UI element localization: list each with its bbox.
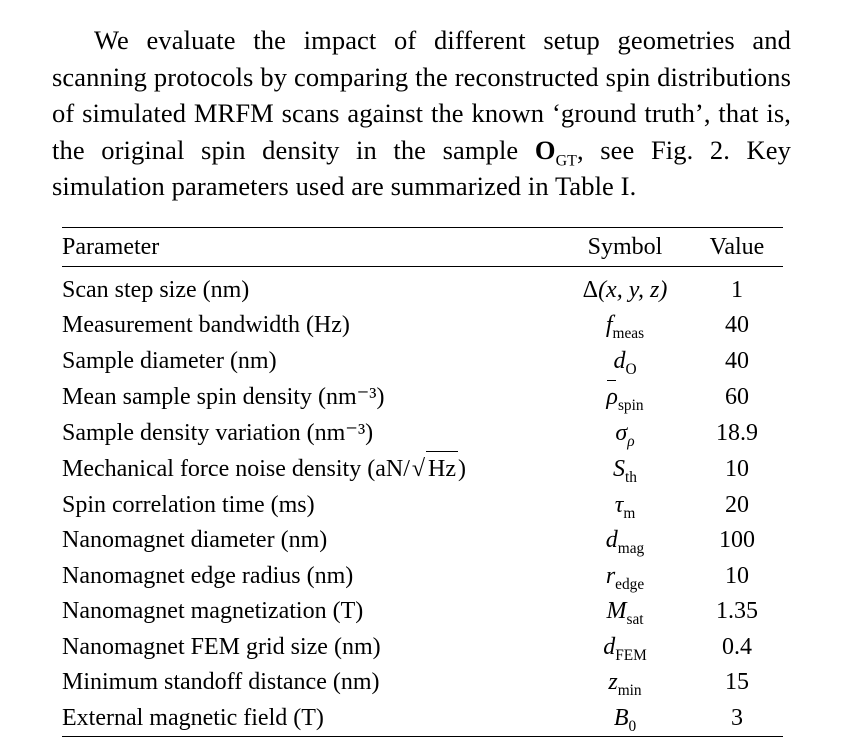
symbol-subscript: mag: [618, 540, 644, 557]
row-symbol: [559, 344, 691, 380]
row-symbol: [559, 701, 691, 737]
row-parameter: Spin correlation time (ms): [62, 488, 559, 524]
row-value: 3: [691, 701, 783, 737]
table-row: [62, 344, 783, 380]
table-row: [62, 559, 783, 595]
row-parameter: Nanomagnet diameter (nm): [62, 523, 559, 559]
symbol-subscript: edge: [615, 575, 644, 592]
row-symbol: [559, 594, 691, 630]
table-row: [62, 523, 783, 559]
symbol-subscript: sat: [626, 611, 643, 628]
header-parameter: Parameter: [62, 227, 559, 266]
header-symbol: Symbol: [559, 227, 691, 266]
row-value: 0.4: [691, 630, 783, 666]
row-parameter: Mechanical force noise density (aN/√ Hz): [62, 451, 559, 488]
paragraph-part-2: , see Fig. 2. Key simulation parameters used are summarized in Table I.: [52, 135, 791, 202]
symbol-subscript: O: [625, 360, 636, 377]
symbol-main: d: [613, 348, 625, 374]
bottomrule-cell-1: [62, 737, 559, 743]
row-symbol: [559, 488, 691, 524]
symbol-o-gt: O: [535, 135, 556, 165]
symbol-main: B: [614, 705, 629, 731]
symbol-main: Δ: [583, 277, 598, 303]
row-symbol: [559, 273, 691, 309]
row-parameter: Sample density variation (nm⁻³): [62, 416, 559, 452]
table-row: [62, 630, 783, 666]
row-symbol: [559, 630, 691, 666]
table-row: [62, 594, 783, 630]
row-value: 10: [691, 559, 783, 595]
row-value: 15: [691, 665, 783, 701]
table-bottomrule: [62, 737, 783, 743]
row-value: 100: [691, 523, 783, 559]
symbol-subscript: th: [625, 469, 637, 486]
row-parameter: Minimum standoff distance (nm): [62, 665, 559, 701]
symbol-main: σ: [615, 420, 627, 446]
row-parameter: Nanomagnet magnetization (T): [62, 594, 559, 630]
table-body: [62, 266, 783, 743]
row-parameter: Nanomagnet FEM grid size (nm): [62, 630, 559, 666]
table-header-row: [62, 227, 783, 266]
table-row: [62, 488, 783, 524]
row-symbol: [559, 379, 691, 416]
symbol-main: d: [603, 634, 615, 660]
row-parameter: Mean sample spin density (nm⁻³): [62, 379, 559, 416]
row-symbol: [559, 308, 691, 344]
symbol-main: τ: [615, 492, 624, 518]
symbol-subscript: meas: [613, 325, 645, 342]
row-parameter: Measurement bandwidth (Hz): [62, 308, 559, 344]
symbol-main: f: [606, 312, 613, 338]
row-symbol: [559, 416, 691, 452]
row-value: 40: [691, 344, 783, 380]
bottomrule-cell-3: [691, 737, 783, 743]
table-head: [62, 227, 783, 266]
bottomrule-cell-2: [559, 737, 691, 743]
row-symbol: [559, 451, 691, 488]
symbol-main: d: [606, 527, 618, 553]
row-value: 20: [691, 488, 783, 524]
table-row: [62, 379, 783, 416]
symbol-args: (x, y, z): [598, 277, 667, 303]
row-value: 1: [691, 273, 783, 309]
row-parameter: Nanomagnet edge radius (nm): [62, 559, 559, 595]
row-symbol: [559, 665, 691, 701]
symbol-main: S: [613, 456, 625, 482]
body-paragraph: [52, 22, 791, 205]
row-value: 18.9: [691, 416, 783, 452]
symbol-main: r: [606, 563, 615, 589]
paragraph-part-1: We evaluate the impact of different setup geometries and scanning protocols by comparing the reconstructed spin distributions of simulated MRFM scans against the known ‘ground truth’, that is, the original spin density in the sample: [52, 25, 791, 165]
symbol-subscript: m: [623, 504, 635, 521]
symbol-subscript: FEM: [615, 646, 647, 663]
symbol-main: z: [608, 669, 617, 695]
row-parameter: Sample diameter (nm): [62, 344, 559, 380]
parameters-table-wrapper: [62, 227, 783, 743]
row-parameter: Scan step size (nm): [62, 273, 559, 309]
table-row: [62, 416, 783, 452]
symbol-main: M: [606, 598, 626, 624]
table-row: [62, 308, 783, 344]
symbol-subscript: ρ: [627, 432, 634, 449]
row-value: 40: [691, 308, 783, 344]
row-value: 10: [691, 451, 783, 488]
sqrt-symbol: √ Hz: [410, 451, 458, 488]
symbol-subscript: 0: [628, 717, 636, 734]
table-row: [62, 701, 783, 737]
row-value: 60: [691, 379, 783, 416]
header-value: Value: [691, 227, 783, 266]
table-row: [62, 273, 783, 309]
row-symbol: [559, 523, 691, 559]
symbol-main: ρ: [606, 379, 618, 416]
symbol-o-gt-subscript: GT: [556, 152, 577, 169]
row-parameter: External magnetic field (T): [62, 701, 559, 737]
row-symbol: [559, 559, 691, 595]
parameters-table: [62, 227, 783, 743]
table-row: [62, 451, 783, 488]
symbol-subscript: min: [618, 682, 642, 699]
symbol-subscript: spin: [618, 397, 644, 414]
row-value: 1.35: [691, 594, 783, 630]
table-row: [62, 665, 783, 701]
